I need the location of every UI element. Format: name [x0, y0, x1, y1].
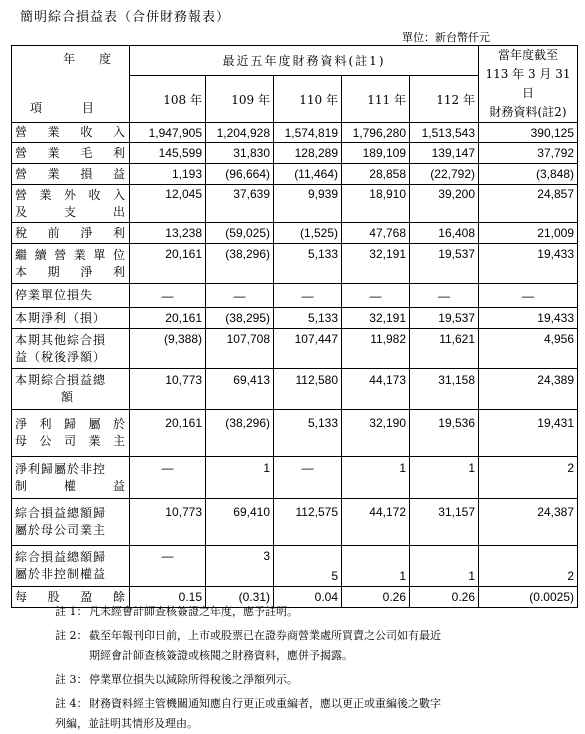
- year-109-header: 109 年: [206, 76, 274, 123]
- value-cell: 24,857: [479, 185, 578, 223]
- year-110-header: 110 年: [274, 76, 342, 123]
- value-cell: 32,190: [342, 410, 410, 457]
- value-cell: 24,387: [479, 499, 578, 546]
- table-row: [12, 164, 578, 185]
- value-cell: 139,147: [410, 143, 479, 164]
- table-row: [12, 123, 578, 143]
- value-cell: 5,133: [274, 308, 342, 329]
- currency-unit: 單位：新台幣仟元: [402, 31, 490, 44]
- value-cell: 39,200: [410, 185, 479, 223]
- value-cell: 128,289: [274, 143, 342, 164]
- value-cell: 10,773: [130, 499, 206, 546]
- footnote-2: 註 2： 截至年報刊印日前，上市或股票已在證券商營業處所買賣之公司如有最近: [55, 629, 441, 642]
- value-cell: (0.31): [206, 587, 274, 608]
- value-cell: 0.04: [274, 587, 342, 608]
- value-cell: 1: [342, 546, 410, 587]
- value-cell: 5: [274, 546, 342, 587]
- income-statement-table: [11, 45, 578, 608]
- value-cell: 44,173: [342, 369, 410, 410]
- value-cell: 37,792: [479, 143, 578, 164]
- value-cell: 1: [206, 457, 274, 499]
- table-row: [12, 244, 578, 284]
- value-cell: 28,858: [342, 164, 410, 185]
- value-cell: 69,413: [206, 369, 274, 410]
- value-cell: 390,125: [479, 123, 578, 143]
- value-cell: 32,191: [342, 308, 410, 329]
- table-row: [12, 329, 578, 369]
- value-cell: 3: [206, 546, 274, 587]
- value-cell: —: [130, 284, 206, 308]
- value-cell: 19,537: [410, 244, 479, 284]
- value-cell: —: [274, 457, 342, 499]
- value-cell: 13,238: [130, 223, 206, 244]
- table-row: [12, 369, 578, 410]
- row-label: 繼續營業單位 本期淨利: [12, 244, 130, 284]
- value-cell: 145,599: [130, 143, 206, 164]
- row-label: 本期其他綜合損 益（稅後淨額）: [12, 329, 130, 369]
- value-cell: 20,161: [130, 410, 206, 457]
- value-cell: (11,464): [274, 164, 342, 185]
- value-cell: 21,009: [479, 223, 578, 244]
- value-cell: 0.26: [410, 587, 479, 608]
- value-cell: 37,639: [206, 185, 274, 223]
- value-cell: 11,982: [342, 329, 410, 369]
- value-cell: (96,664): [206, 164, 274, 185]
- value-cell: 31,158: [410, 369, 479, 410]
- value-cell: 32,191: [342, 244, 410, 284]
- value-cell: 5,133: [274, 410, 342, 457]
- footnote-1: 註 1： 凡未經會計師查核簽證之年度，應予註明。: [55, 605, 298, 618]
- value-cell: 24,389: [479, 369, 578, 410]
- value-cell: 47,768: [342, 223, 410, 244]
- value-cell: 1,193: [130, 164, 206, 185]
- value-cell: —: [274, 284, 342, 308]
- year-111-header: 111 年: [342, 76, 410, 123]
- value-cell: (38,296): [206, 244, 274, 284]
- footnote-4: 註 4： 財務資料經主管機關通知應自行更正或重編者，應以更正或重編後之數字: [55, 697, 441, 710]
- value-cell: (9,388): [130, 329, 206, 369]
- year-108-header: 108 年: [130, 76, 206, 123]
- row-label: 停業單位損失: [12, 284, 130, 308]
- row-label: 本期淨利（損）: [12, 308, 130, 329]
- value-cell: 112,580: [274, 369, 342, 410]
- row-label: 稅前淨利: [12, 223, 130, 244]
- value-cell: 69,410: [206, 499, 274, 546]
- item-header-label: 項 目: [30, 101, 112, 115]
- value-cell: 12,045: [130, 185, 206, 223]
- table-row: [12, 457, 578, 499]
- value-cell: 1,204,928: [206, 123, 274, 143]
- value-cell: 19,431: [479, 410, 578, 457]
- year-header-label: 年 度: [63, 52, 121, 66]
- value-cell: (22,792): [410, 164, 479, 185]
- table-row: [12, 185, 578, 223]
- footnote-2-continuation: 期經會計師查核簽證或核閱之財務資料，應併予揭露。: [89, 649, 353, 662]
- value-cell: 0.15: [130, 587, 206, 608]
- value-cell: (0.0025): [479, 587, 578, 608]
- value-cell: 4,956: [479, 329, 578, 369]
- value-cell: 1: [342, 457, 410, 499]
- value-cell: 189,109: [342, 143, 410, 164]
- row-label: 營業毛利: [12, 143, 130, 164]
- value-cell: —: [342, 284, 410, 308]
- value-cell: 0.26: [342, 587, 410, 608]
- footnote-3: 註 3： 停業單位損失以減除所得稅後之淨額列示。: [55, 673, 298, 686]
- value-cell: 10,773: [130, 369, 206, 410]
- year-112-header: 112 年: [410, 76, 479, 123]
- row-label: 綜合損益總額歸 屬於母公司業主: [12, 499, 130, 546]
- table-row: [12, 308, 578, 329]
- table-row: [12, 143, 578, 164]
- value-cell: —: [479, 284, 578, 308]
- row-label: 營業收入: [12, 123, 130, 143]
- value-cell: 1: [410, 546, 479, 587]
- value-cell: 1,574,819: [274, 123, 342, 143]
- row-label: 本期綜合損益總 額: [12, 369, 130, 410]
- value-cell: 31,830: [206, 143, 274, 164]
- value-cell: 20,161: [130, 244, 206, 284]
- report-title: 簡明綜合損益表（合併財務報表）: [20, 10, 231, 25]
- value-cell: 9,939: [274, 185, 342, 223]
- value-cell: 107,708: [206, 329, 274, 369]
- value-cell: 19,433: [479, 244, 578, 284]
- value-cell: 1,947,905: [130, 123, 206, 143]
- value-cell: 31,157: [410, 499, 479, 546]
- value-cell: 19,537: [410, 308, 479, 329]
- footnote-4-continuation: 列編，並註明其情形及理由。: [55, 717, 198, 730]
- table-row: [12, 284, 578, 308]
- value-cell: —: [130, 457, 206, 499]
- value-cell: (1,525): [274, 223, 342, 244]
- value-cell: —: [410, 284, 479, 308]
- value-cell: 2: [479, 457, 578, 499]
- value-cell: 11,621: [410, 329, 479, 369]
- value-cell: 107,447: [274, 329, 342, 369]
- value-cell: 1,796,280: [342, 123, 410, 143]
- value-cell: (3,848): [479, 164, 578, 185]
- row-label: 淨利歸屬於 母公司業主: [12, 410, 130, 457]
- latest-period-header: 當年度截至 113 年 3 月 31 日 財務資料(註2): [479, 46, 578, 123]
- value-cell: —: [130, 546, 206, 587]
- row-label: 綜合損益總額歸 屬於非控制權益: [12, 546, 130, 587]
- table-row: [12, 499, 578, 546]
- row-label: 淨利歸屬於非控 制 權 益: [12, 457, 130, 499]
- row-label: 營業外收入 及 支 出: [12, 185, 130, 223]
- value-cell: (59,025): [206, 223, 274, 244]
- value-cell: 18,910: [342, 185, 410, 223]
- value-cell: 5,133: [274, 244, 342, 284]
- row-label: 每股盈餘: [12, 587, 130, 608]
- value-cell: 19,433: [479, 308, 578, 329]
- table-row: [12, 223, 578, 244]
- value-cell: 19,536: [410, 410, 479, 457]
- value-cell: (38,296): [206, 410, 274, 457]
- value-cell: 1: [410, 457, 479, 499]
- value-cell: 20,161: [130, 308, 206, 329]
- value-cell: 112,575: [274, 499, 342, 546]
- value-cell: 16,408: [410, 223, 479, 244]
- value-cell: 1,513,543: [410, 123, 479, 143]
- corner-header-cell: [12, 46, 130, 123]
- footnotes: [55, 602, 570, 734]
- five-year-group-header: 最近五年度財務資料(註1): [130, 46, 479, 76]
- table-row: [12, 546, 578, 587]
- table-row: [12, 410, 578, 457]
- value-cell: (38,295): [206, 308, 274, 329]
- value-cell: 44,172: [342, 499, 410, 546]
- row-label: 營業損益: [12, 164, 130, 185]
- value-cell: —: [206, 284, 274, 308]
- value-cell: 2: [479, 546, 578, 587]
